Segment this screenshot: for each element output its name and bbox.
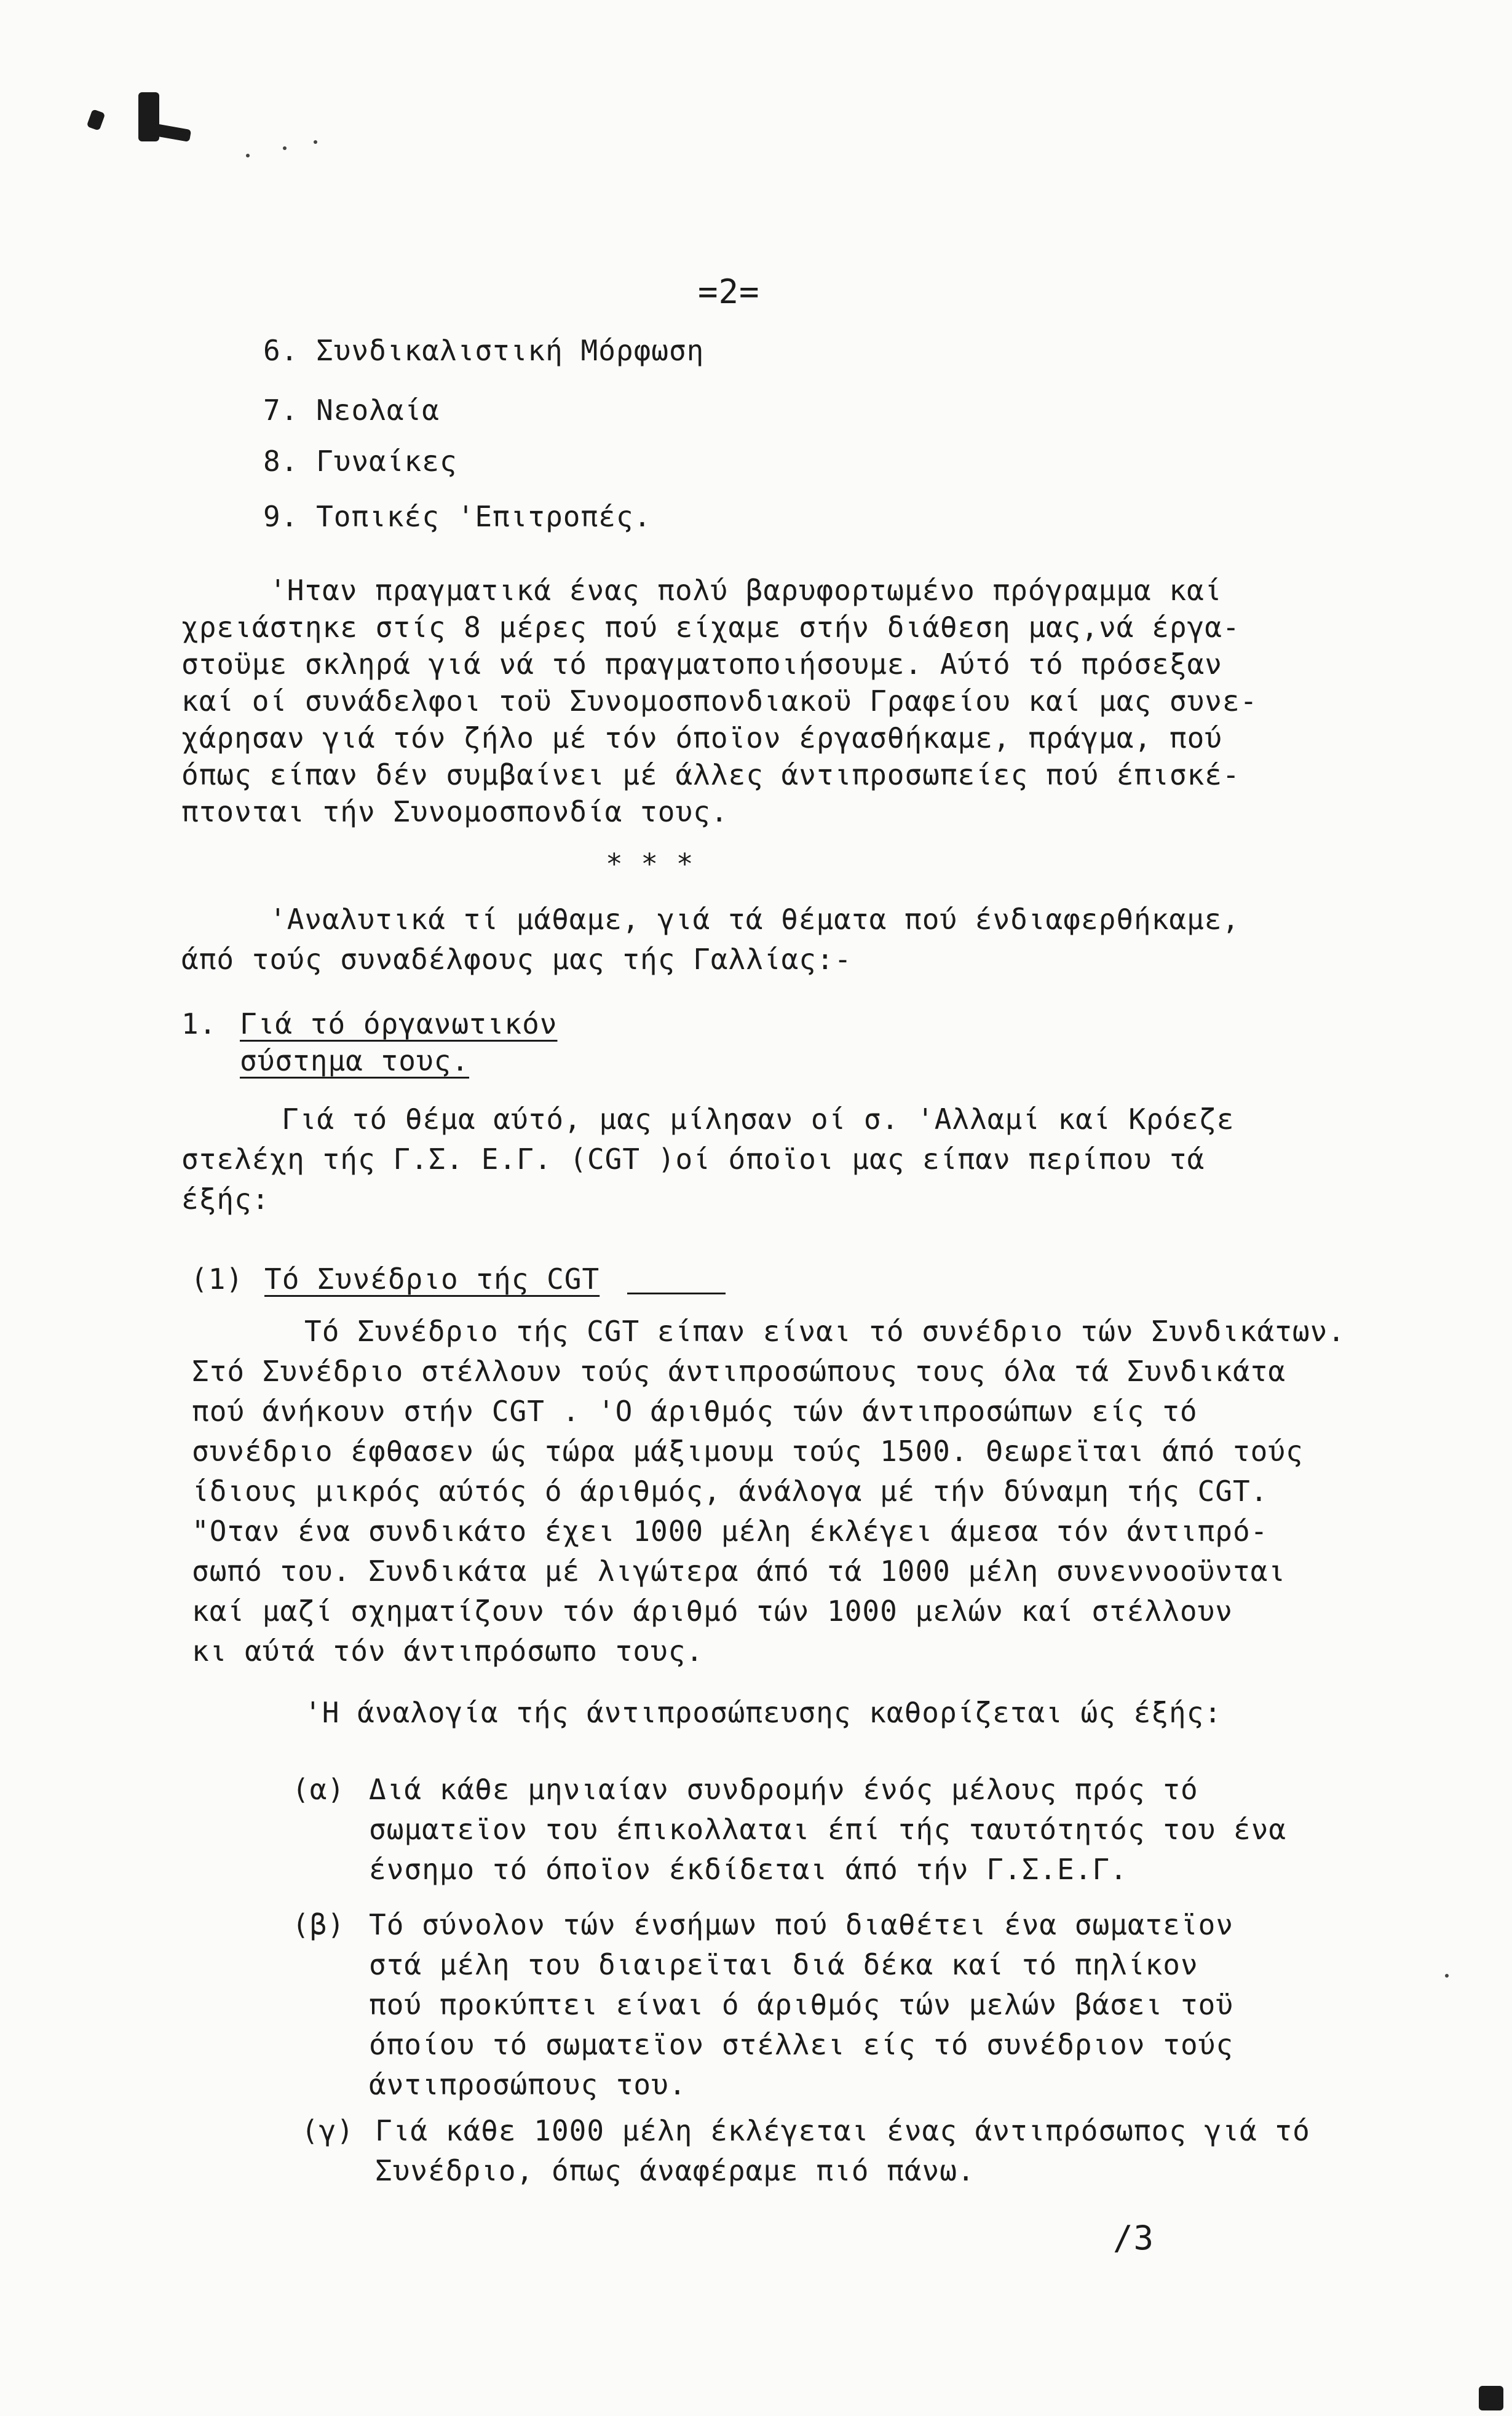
subsection-title: Τό Συνέδριο τής CGT [264, 1262, 600, 1296]
paragraph-line: κι αύτά τόν άντιπρόσωπο τους. [192, 1634, 704, 1668]
paragraph-line: στελέχη τής Γ.Σ. Ε.Γ. (CGT )οί όποϊοι μας είπαν περίπου τά [181, 1143, 1205, 1176]
section-title: σύστημα τους. [240, 1044, 470, 1077]
paragraph-line: χρειάστηκε στίς 8 μέρες πού είχαμε στήν διάθεση μας,νά έργα- [181, 611, 1240, 644]
paragraph-line: "Οταν ένα συνδικάτο έχει 1000 μέλη έκλέγει άμεσα τόν άντιπρό- [192, 1515, 1269, 1548]
paragraph-line: στοϋμε σκληρά γιά νά τό πραγματοποιήσουμε. Αύτό τό πρόσεξαν [181, 648, 1222, 681]
item-line: όποίου τό σωματεϊον στέλλει είς τό συνέδριον τούς [369, 2028, 1234, 2061]
item-line: ένσημο τό όποϊον έκδίδεται άπό τήν Γ.Σ.Ε.Γ. [369, 1853, 1128, 1886]
section-title: Γιά τό όργανωτικόν [240, 1007, 558, 1040]
item-line: Διά κάθε μηνιαίαν συνδρομήν ένός μέλους πρός τό [369, 1773, 1198, 1806]
intro-line: άπό τούς συναδέλφους μας τής Γαλλίας:- [181, 943, 852, 976]
paragraph-line: Τό Συνέδριο τής CGT είπαν είναι τό συνέδριο τών Συνδικάτων. [304, 1315, 1345, 1348]
paragraph-line: Γιά τό θέμα αύτό, μας μίλησαν οί σ. 'Αλλαμί καί Κρόεζε [282, 1103, 1235, 1136]
page-number: =2= [698, 272, 760, 311]
scan-speck [246, 154, 250, 157]
paragraph-line: πού άνήκουν στήν CGT . 'Ο άριθμός τών άντιπροσώπων είς τό [192, 1395, 1198, 1428]
paragraph-line: όπως είπαν δέν συμβαίνει μέ άλλες άντιπροσωπείες πού έπισκέ- [181, 758, 1240, 791]
paragraph-line: έξής: [181, 1182, 270, 1216]
item-label: (γ) [301, 2114, 355, 2147]
paragraph-line: καί οί συνάδελφοι τοϋ Συνομοσπονδιακοϋ Γραφείου καί μας συνε- [181, 684, 1258, 718]
list-item: 7. Νεολαία [263, 394, 440, 427]
paragraph-line: σωπό του. Συνδικάτα μέ λιγώτερα άπό τά 1000 μέλη συνεννοοϋνται [192, 1555, 1286, 1588]
list-item: 9. Τοπικές 'Επιτροπές. [263, 500, 652, 533]
item-line: σωματεϊον του έπικολλαται έπί τής ταυτότητός του ένα [369, 1813, 1287, 1846]
next-page-indicator: /3 [1113, 2219, 1155, 2257]
paragraph-line: 'Ηταν πραγματικά ένας πολύ βαρυφορτωμένο πρόγραμμα καί [269, 574, 1222, 607]
paragraph-line: 'Η άναλογία τής άντιπροσώπευσης καθορίζεται ώς έξής: [304, 1696, 1222, 1729]
item-label: (β) [292, 1908, 346, 1941]
paragraph-line: ίδιους μικρός αύτός ό άριθμός, άνάλογα μέ τήν δύναμη τής CGT. [192, 1475, 1269, 1508]
subsection-number: (1) [191, 1262, 244, 1296]
section-number: 1. [181, 1007, 217, 1040]
intro-line: 'Αναλυτικά τί μάθαμε, γιά τά θέματα πού ένδιαφερθήκαμε, [269, 903, 1240, 936]
ink-blot-top-left [87, 109, 106, 131]
ink-mark-bottom-right [1479, 2386, 1503, 2410]
list-item: 8. Γυναίκες [263, 445, 457, 478]
list-item: 6. Συνδικαλιστική Μόρφωση [263, 334, 705, 367]
item-line: Συνέδριο, όπως άναφέραμε πιό πάνω. [375, 2154, 975, 2187]
section-separator: * * * [606, 847, 694, 881]
scan-speck [314, 140, 317, 144]
item-line: Τό σύνολον τών ένσήμων πού διαθέτει ένα σωματεϊον [369, 1908, 1234, 1941]
paragraph-line: Στό Συνέδριο στέλλουν τούς άντιπροσώπους τους όλα τά Συνδικάτα [192, 1355, 1286, 1388]
scan-speck [283, 146, 287, 150]
paragraph-line: χάρησαν γιά τόν ζήλο μέ τόν όποϊον έργασθήκαμε, πράγμα, πού [181, 721, 1222, 755]
scan-speck [1445, 1974, 1449, 1978]
subsection-underline [627, 1293, 726, 1294]
item-label: (α) [292, 1773, 346, 1806]
paragraph-line: πτονται τήν Συνομοσπονδία τους. [181, 795, 729, 828]
item-line: άντιπροσώπους του. [369, 2068, 687, 2101]
item-line: πού προκύπτει είναι ό άριθμός τών μελών βάσει τοϋ [369, 1988, 1234, 2021]
item-line: στά μέλη του διαιρεϊται διά δέκα καί τό πηλίκον [369, 1948, 1198, 1981]
paragraph-line: καί μαζί σχηματίζουν τόν άριθμό τών 1000 μελών καί στέλλουν [192, 1594, 1233, 1628]
item-line: Γιά κάθε 1000 μέλη έκλέγεται ένας άντιπρόσωπος γιά τό [375, 2114, 1310, 2147]
paragraph-line: συνέδριο έφθασεν ώς τώρα μάξιμουμ τούς 1500. Θεωρεϊται άπό τούς [192, 1435, 1304, 1468]
